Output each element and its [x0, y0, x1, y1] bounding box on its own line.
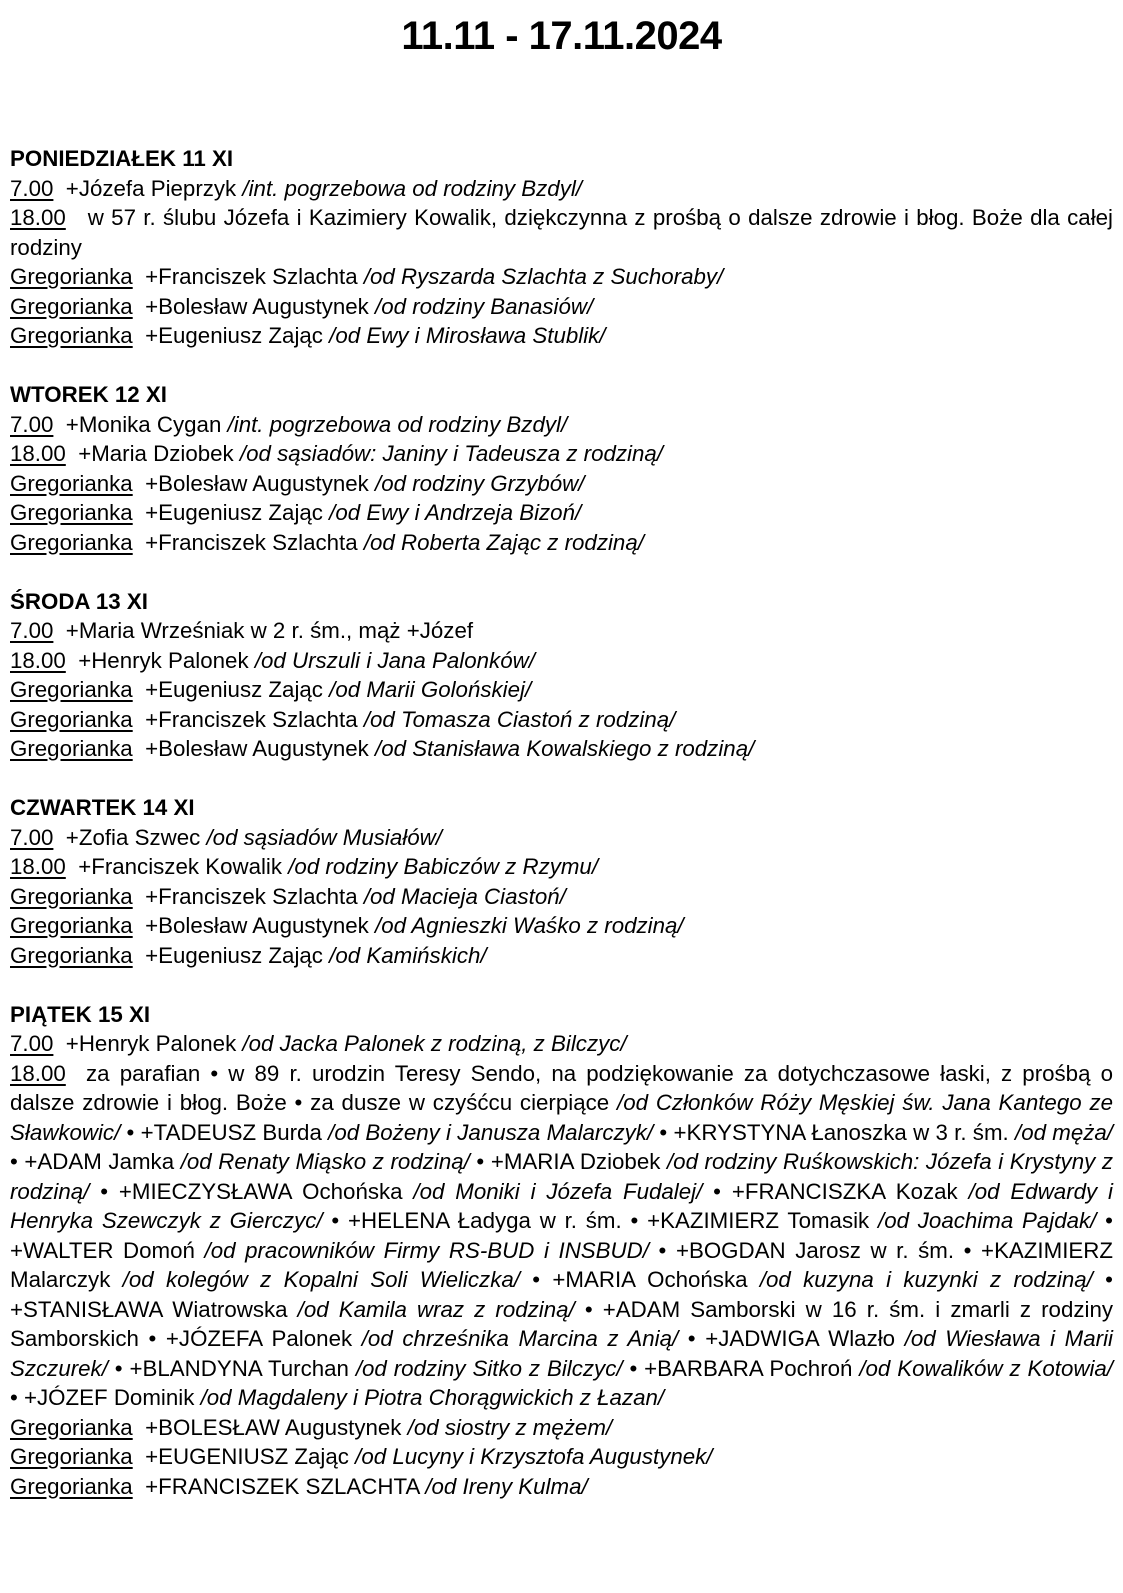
day-heading: PIĄTEK 15 XI	[10, 1001, 151, 1027]
intention-note: /od Macieja Ciastoń/	[363, 883, 566, 909]
intention-row	[10, 174, 1113, 204]
intention-note: /od kolegów z Kopalni Soli Wieliczka/	[122, 1267, 520, 1292]
intention-row	[10, 439, 1113, 469]
intention-row	[10, 1029, 1113, 1059]
gregorian-mass-label: Gregorianka	[10, 913, 133, 938]
mass-time: 7.00	[10, 618, 54, 643]
gregorian-mass-label: Gregorianka	[10, 1473, 133, 1499]
intention-note: /od Joachima Pajdak/	[878, 1208, 1097, 1233]
intention-text: +Monika Cygan	[65, 411, 222, 437]
intention-note: /od Agnieszki Waśko z rodziną/	[375, 913, 684, 938]
intention-text: +Maria Wrześniak w 2 r. śm., mąż +Józef	[65, 618, 474, 643]
intention-row	[10, 646, 1113, 676]
intention-note: /od Ewy i Mirosława Stublik/	[329, 323, 606, 348]
intention-text: • +ADAM Jamka	[10, 1149, 181, 1174]
day-heading: CZWARTEK 14 XI	[10, 795, 195, 820]
intention-row	[10, 321, 1113, 351]
intention-note: /od Moniki i Józefa Fudalej/	[413, 1178, 703, 1204]
intention-row	[10, 498, 1113, 528]
intention-note: /od Renaty Miąsko z rodziną/	[180, 1149, 470, 1174]
intention-text: +Henryk Palonek	[78, 647, 249, 673]
intention-note: /od Ewy i Andrzeja Bizoń/	[329, 500, 582, 525]
intention-text: w 57 r. ślubu Józefa i Kazimiery Kowalik, dziękczynna z prośbą o dalsze zdrowie i błog. Boże dla całej rodziny	[10, 205, 1113, 260]
intention-note: /int. pogrzebowa od rodziny Bzdyl/	[242, 175, 582, 201]
mass-time: 7.00	[10, 824, 54, 850]
intention-note: /od pracowników Firmy RS-BUD i INSBUD/	[204, 1237, 649, 1263]
intention-note: /od siostry z mężem/	[407, 1414, 613, 1440]
day-monday	[10, 144, 1113, 351]
gregorian-mass-label: Gregorianka	[10, 1444, 133, 1469]
intention-text: +Eugeniusz Zając	[145, 323, 323, 348]
day-tuesday	[10, 380, 1113, 557]
intention-text: • +BLANDYNA Turchan	[107, 1355, 356, 1381]
intention-text: +Eugeniusz Zając	[145, 942, 323, 968]
day-heading: ŚRODA 13 XI	[10, 588, 148, 614]
intention-row	[10, 852, 1113, 882]
intention-note: /od rodziny Sitko z Bilczyc/	[355, 1355, 623, 1381]
intention-note: /od rodziny Grzybów/	[375, 470, 585, 496]
intention-text: +Bolesław Augustynek	[145, 470, 369, 496]
gregorian-mass-label: Gregorianka	[10, 323, 133, 348]
gregorian-mass-label: Gregorianka	[10, 942, 133, 968]
intention-text: za parafian • w 89 r. urodzin Teresy Sendo, na podziękowanie za dotychczasowe łaski, z prośbą o dalsze zdrowie i błog. Boże • za dusze w czyśćcu cierpiące	[10, 1060, 1113, 1115]
intention-row	[10, 1413, 1113, 1443]
mass-intentions-list	[10, 144, 1113, 1531]
gregorian-mass-label: Gregorianka	[10, 1414, 133, 1440]
mass-time: 7.00	[10, 411, 54, 437]
intention-row	[10, 941, 1113, 971]
intention-note: /od rodziny Babiczów z Rzymu/	[288, 854, 599, 879]
mass-time: 7.00	[10, 175, 54, 201]
mass-time: 18.00	[10, 854, 66, 879]
intention-row	[10, 528, 1113, 558]
intention-text: +Eugeniusz Zając	[145, 677, 323, 702]
intention-row	[10, 823, 1113, 853]
intention-text: +Henryk Palonek	[65, 1031, 237, 1056]
intention-text: • +WALTER Domoń	[10, 1208, 1113, 1263]
intention-text: +BOLESŁAW Augustynek	[145, 1414, 402, 1440]
day-thursday	[10, 793, 1113, 970]
intention-text: +Franciszek Szlachta	[145, 706, 358, 732]
intention-row	[10, 675, 1113, 705]
intention-row	[10, 292, 1113, 322]
intention-row	[10, 734, 1113, 764]
intention-text: +Bolesław Augustynek	[145, 913, 369, 938]
intention-text: +Bolesław Augustynek	[145, 736, 369, 761]
mass-time: 18.00	[10, 647, 66, 673]
page-title: 11.11 - 17.11.2024	[401, 14, 722, 58]
intention-note: /od Tomasza Ciastoń z rodziną/	[363, 706, 676, 732]
intention-note: /od sąsiadów: Janiny i Tadeusza z rodziną/	[239, 441, 663, 466]
intention-text: • +STANISŁAWA Wiatrowska	[10, 1267, 1113, 1322]
intention-text: +FRANCISZEK SZLACHTA	[145, 1473, 420, 1499]
intention-text: +Franciszek Szlachta	[145, 883, 358, 909]
intention-note: /od Edwardy i Henryka Szewczyk z Gierczyc/	[10, 1178, 1113, 1233]
intention-note: /od Lucyny i Krzysztofa Augustynek/	[355, 1444, 713, 1469]
intention-text: • +TADEUSZ Burda	[120, 1119, 329, 1145]
mass-time: 18.00	[10, 1060, 66, 1086]
intention-note: /od Magdaleny i Piotra Chorągwickich z Łazan/	[200, 1385, 665, 1410]
intention-note: /od Roberta Zając z rodziną/	[363, 529, 644, 555]
intention-text: • +JÓZEF Dominik	[10, 1385, 201, 1410]
mass-time: 7.00	[10, 1031, 54, 1056]
intention-note: /od sąsiadów Musiałów/	[206, 824, 442, 850]
intention-note: /od Marii Golońskiej/	[329, 677, 532, 702]
day-heading: WTOREK 12 XI	[10, 382, 167, 407]
gregorian-mass-label: Gregorianka	[10, 883, 133, 909]
intention-note: /int. pogrzebowa od rodziny Bzdyl/	[227, 411, 568, 437]
intention-text: • +MARIA Dziobek	[469, 1149, 667, 1174]
intention-note: /od Ryszarda Szlachta z Suchoraby/	[363, 264, 724, 289]
intention-row	[10, 1472, 1113, 1502]
gregorian-mass-label: Gregorianka	[10, 470, 133, 496]
intention-text: +Franciszek Szlachta	[145, 529, 358, 555]
collective-intention-text	[10, 1061, 1113, 1411]
gregorian-mass-label: Gregorianka	[10, 293, 133, 319]
day-wednesday	[10, 587, 1113, 764]
intention-text: +EUGENIUSZ Zając	[145, 1444, 349, 1469]
intention-note: /od Kamila wraz z rodziną/	[297, 1296, 575, 1322]
gregorian-mass-label: Gregorianka	[10, 736, 133, 761]
gregorian-mass-label: Gregorianka	[10, 264, 133, 289]
intention-row	[10, 203, 1113, 262]
intention-row	[10, 469, 1113, 499]
intention-note: /od Kowalików z Kotowia/	[859, 1355, 1113, 1381]
intention-text: • +MARIA Ochońska	[519, 1267, 760, 1292]
collective-intention	[10, 1059, 1113, 1413]
mass-time: 18.00	[10, 441, 66, 466]
intention-row	[10, 1442, 1113, 1472]
intention-row	[10, 410, 1113, 440]
intention-note: /od Jacka Palonek z rodziną, z Bilczyc/	[242, 1031, 627, 1056]
intention-text: +Bolesław Augustynek	[145, 293, 369, 319]
intention-row	[10, 911, 1113, 941]
intention-text: • +HELENA Ładyga w r. śm. • +KAZIMIERZ Tomasik	[322, 1208, 878, 1233]
intention-text: +Franciszek Kowalik	[78, 854, 283, 879]
intention-row	[10, 262, 1113, 292]
intention-note: /od kuzyna i kuzynki z rodziną/	[759, 1267, 1093, 1292]
intention-note: /od męża/	[1015, 1119, 1113, 1145]
gregorian-mass-label: Gregorianka	[10, 529, 133, 555]
gregorian-mass-label: Gregorianka	[10, 677, 133, 702]
intention-text: +Maria Dziobek	[78, 441, 234, 466]
intention-note: /od rodziny Ruśkowskich: Józefa i Krystyny z rodziną/	[10, 1149, 1113, 1204]
intention-text: • +JADWIGA Wlazło	[678, 1326, 905, 1351]
day-heading: PONIEDZIAŁEK 11 XI	[10, 146, 234, 171]
intention-note: /od chrześnika Marcina z Anią/	[361, 1326, 679, 1351]
intention-text: • +KRYSTYNA Łanoszka w 3 r. śm.	[653, 1119, 1015, 1145]
intention-text: • +BARBARA Pochroń	[622, 1355, 860, 1381]
intention-note: /od Stanisława Kowalskiego z rodziną/	[375, 736, 755, 761]
intention-text: +Franciszek Szlachta	[145, 264, 358, 289]
intention-text: • +FRANCISZKA Kozak	[702, 1178, 969, 1204]
day-friday	[10, 1000, 1113, 1502]
intention-text: • +BOGDAN Jarosz w r. śm. • +KAZIMIERZ Malarczyk	[10, 1237, 1113, 1292]
intention-text: +Eugeniusz Zając	[145, 500, 323, 525]
gregorian-mass-label: Gregorianka	[10, 706, 133, 732]
intention-text: • +MIECZYSŁAWA Ochońska	[89, 1178, 414, 1204]
intention-note: /od Członków Róży Męskiej św. Jana Kantego ze Sławkowic/	[10, 1090, 1114, 1145]
intention-note: /od Urszuli i Jana Palonków/	[254, 647, 535, 673]
intention-note: /od rodziny Banasiów/	[375, 293, 594, 319]
intention-row	[10, 705, 1113, 735]
intention-note: /od Wiesława i Marii Szczurek/	[10, 1326, 1113, 1381]
intention-row	[10, 616, 1113, 646]
intention-note: /od Bożeny i Janusza Malarczyk/	[328, 1119, 654, 1145]
intention-note: /od Ireny Kulma/	[425, 1473, 588, 1499]
mass-time: 18.00	[10, 205, 66, 230]
intention-row	[10, 882, 1113, 912]
intention-text: +Zofia Szwec	[65, 824, 201, 850]
intention-note: /od Kamińskich/	[329, 942, 487, 968]
gregorian-mass-label: Gregorianka	[10, 500, 133, 525]
intention-text: +Józefa Pieprzyk	[65, 175, 237, 201]
intention-text: • +ADAM Samborski w 16 r. śm. i zmarli z rodziny Samborskich • +JÓZEFA Palonek	[10, 1296, 1114, 1351]
